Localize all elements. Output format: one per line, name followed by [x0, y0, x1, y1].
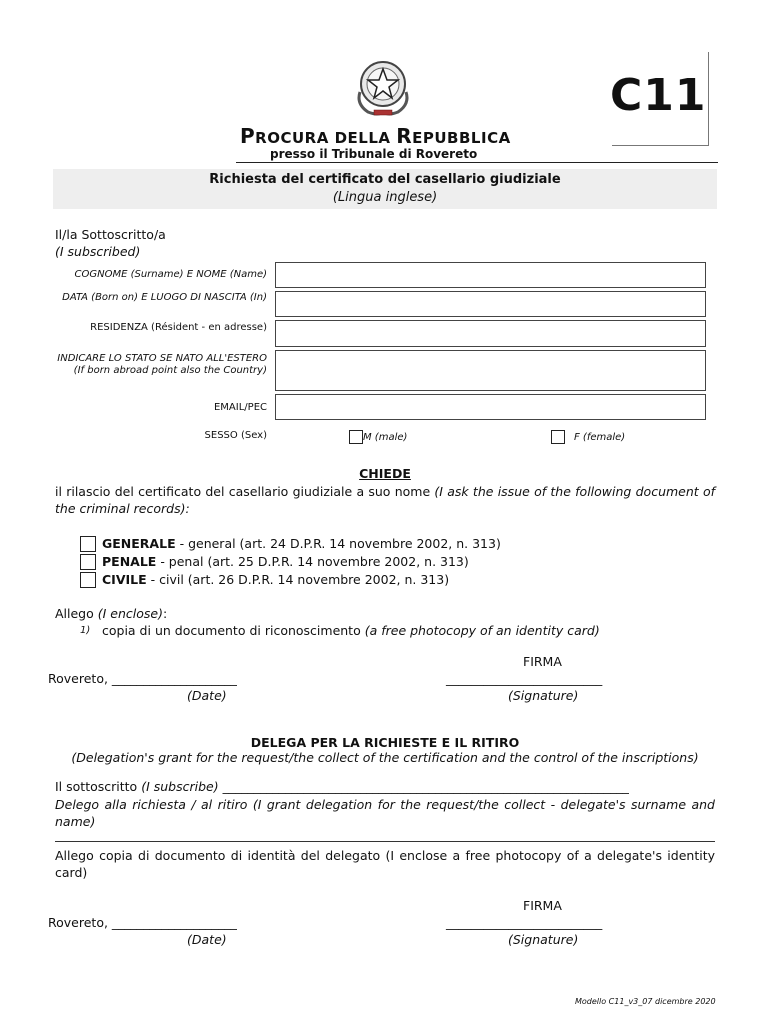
request-text: il rilascio del certificato del casellario giudiziale a suo nome (I ask the issue of the following document of the criminal records):: [55, 484, 715, 516]
sub-office: presso il Tribunale di Rovereto: [270, 147, 478, 161]
date-place-2[interactable]: Rovereto, ____________________: [48, 915, 237, 930]
sex-male-checkbox[interactable]: [349, 430, 363, 444]
document-title: Richiesta del certificato del casellario giudiziale: [209, 172, 561, 187]
born-abroad-field[interactable]: [275, 350, 706, 391]
document-subtitle: (Lingua inglese): [332, 190, 438, 205]
date-place-1[interactable]: Rovereto, ____________________: [48, 671, 237, 686]
birth-label: DATA (Born on) E LUOGO DI NASCITA (In): [62, 292, 267, 303]
delegation-heading-en: (Delegation's grant for the request/the collect of the certification and the control of the inscriptions): [71, 750, 699, 765]
delegation-line-3: Allego copia di documento di identità del delegato (I enclose a free photocopy of a delegate's identity card): [55, 848, 715, 880]
signature-line-2[interactable]: _________________________: [446, 915, 603, 930]
header-divider: [236, 162, 718, 163]
enclose-item-number: 1): [80, 625, 91, 636]
italian-emblem-icon: [352, 54, 414, 118]
delegation-line-1: Il sottoscritto (I subscribe) _________________________________________________________________: [55, 779, 629, 794]
option-penale: PENALE - penal (art. 25 D.P.R. 14 novembre 2002, n. 313): [102, 554, 469, 569]
signature-caption-1: (Signature): [508, 688, 579, 703]
option-generale: GENERALE - general (art. 24 D.P.R. 14 novembre 2002, n. 313): [102, 536, 501, 551]
applicant-intro-en: (I subscribed): [55, 244, 141, 259]
enclose-item: copia di un documento di riconoscimento (a free photocopy of an identity card): [102, 623, 600, 638]
sex-female-label: F (female): [574, 432, 626, 443]
applicant-intro-it: Il/la Sottoscritto/a: [55, 227, 166, 242]
signature-line-1[interactable]: _________________________: [446, 671, 603, 686]
delegation-line-2: Delego alla richiesta / al ritiro (I grant delegation for the request/the collect - delegate's surname and name): [55, 797, 715, 829]
option-civile: CIVILE - civil (art. 26 D.P.R. 14 novembre 2002, n. 313): [102, 572, 450, 587]
signature-caption-2: (Signature): [508, 932, 579, 947]
penale-checkbox[interactable]: [80, 554, 96, 570]
form-code-border-vertical: [708, 52, 709, 146]
sex-male-label: M (male): [363, 432, 408, 443]
email-label: EMAIL/PEC: [213, 402, 267, 413]
sex-label: SESSO (Sex): [204, 430, 267, 441]
civile-checkbox[interactable]: [80, 572, 96, 588]
form-code-border-horizontal: [612, 145, 709, 146]
office-name: PROCURA DELLA REPUBBLICA: [240, 124, 511, 148]
date-caption-1: (Date): [187, 688, 227, 703]
born-abroad-label: INDICARE LO STATO SE NATO ALL'ESTERO (If born abroad point also the Country): [57, 353, 267, 376]
birth-field[interactable]: [275, 291, 706, 317]
delegation-heading: DELEGA PER LA RICHIESTE E IL RITIRO: [250, 735, 520, 750]
firma-label-2: FIRMA: [523, 898, 562, 913]
request-heading: CHIEDE: [359, 466, 411, 481]
delegate-name-field[interactable]: [55, 841, 715, 842]
email-field[interactable]: [275, 394, 706, 420]
surname-name-field[interactable]: [275, 262, 706, 288]
residence-field[interactable]: [275, 320, 706, 347]
model-footer: Modello C11_v3_07 dicembre 2020: [575, 997, 716, 1006]
enclose-line: Allego (I enclose):: [55, 606, 168, 621]
form-code: C11: [610, 70, 707, 121]
generale-checkbox[interactable]: [80, 536, 96, 552]
sex-female-checkbox[interactable]: [551, 430, 565, 444]
firma-label-1: FIRMA: [523, 654, 562, 669]
surname-name-label: COGNOME (Surname) E NOME (Name): [74, 269, 267, 280]
delegate-subscriber-field[interactable]: _________________________________________________________________: [222, 779, 629, 794]
date-caption-2: (Date): [187, 932, 227, 947]
residence-label: RESIDENZA (Résident - en adresse): [90, 322, 267, 333]
